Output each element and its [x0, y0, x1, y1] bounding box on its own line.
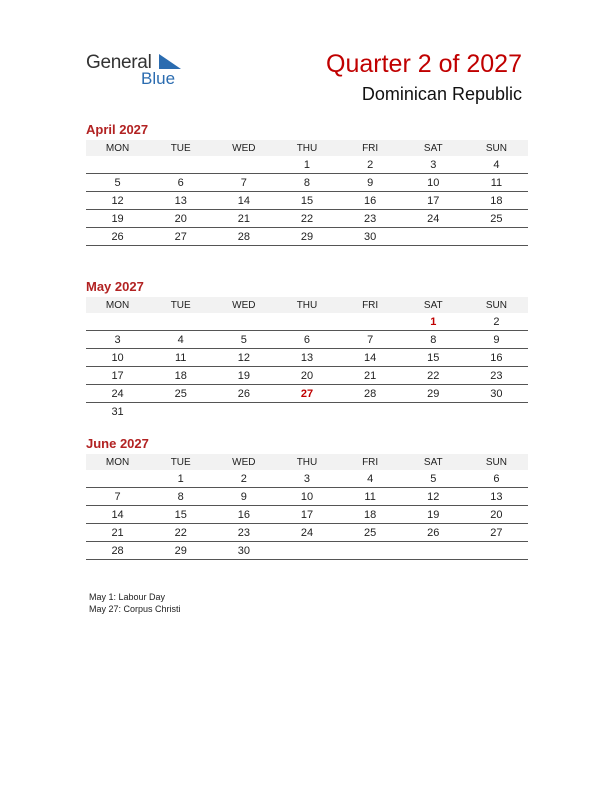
- day-cell: 27: [465, 524, 528, 542]
- day-cell: 6: [149, 174, 212, 192]
- day-cell: 18: [339, 506, 402, 524]
- month-title: June 2027: [86, 436, 149, 451]
- empty-day-cell: [149, 156, 212, 174]
- month-calendar: [86, 122, 528, 246]
- week-row: [86, 506, 528, 524]
- day-cell: 4: [339, 470, 402, 488]
- empty-day-cell: [465, 228, 528, 246]
- empty-day-cell: [402, 542, 465, 560]
- weekday-header: TUE: [149, 454, 212, 470]
- week-row: [86, 192, 528, 210]
- day-cell: 23: [339, 210, 402, 228]
- day-cell: 12: [86, 192, 149, 210]
- week-row: [86, 210, 528, 228]
- day-cell: 7: [339, 331, 402, 349]
- day-cell: 21: [86, 524, 149, 542]
- day-cell: 8: [275, 174, 338, 192]
- day-cell: 27: [275, 385, 338, 403]
- day-cell: 31: [111, 405, 124, 418]
- day-cell: 7: [212, 174, 275, 192]
- day-cell: 3: [402, 156, 465, 174]
- day-cell: 16: [212, 506, 275, 524]
- day-cell: 26: [86, 228, 149, 246]
- day-cell: 10: [86, 349, 149, 367]
- empty-day-cell: [339, 542, 402, 560]
- day-cell: 20: [149, 210, 212, 228]
- logo-text-general: General: [86, 52, 152, 73]
- day-cell: 24: [86, 385, 149, 403]
- week-row: [86, 524, 528, 542]
- day-cell: 12: [402, 488, 465, 506]
- empty-day-cell: [212, 156, 275, 174]
- day-cell: 4: [149, 331, 212, 349]
- day-cell: 30: [465, 385, 528, 403]
- day-cell: 19: [86, 210, 149, 228]
- weekday-header: TUE: [149, 140, 212, 156]
- day-cell: 5: [86, 174, 149, 192]
- day-cell: 10: [275, 488, 338, 506]
- day-cell: 11: [339, 488, 402, 506]
- calendar-table: [86, 454, 528, 560]
- day-cell: 17: [402, 192, 465, 210]
- empty-day-cell: [465, 403, 528, 421]
- day-cell: 8: [402, 331, 465, 349]
- day-cell: 13: [465, 488, 528, 506]
- day-cell: 5: [212, 331, 275, 349]
- weekday-header: SAT: [402, 297, 465, 313]
- day-cell: 15: [275, 192, 338, 210]
- day-cell: 21: [212, 210, 275, 228]
- weekday-header: WED: [212, 454, 275, 470]
- day-cell: 4: [465, 156, 528, 174]
- weekday-header: SAT: [402, 454, 465, 470]
- day-cell: 6: [465, 470, 528, 488]
- day-cell: 10: [402, 174, 465, 192]
- day-cell: 26: [402, 524, 465, 542]
- logo-text-blue: Blue: [141, 69, 176, 88]
- weekday-header: FRI: [339, 297, 402, 313]
- calendar-table: [86, 140, 528, 246]
- weekday-header: MON: [86, 140, 149, 156]
- day-cell: 18: [149, 367, 212, 385]
- month-calendar: [86, 436, 528, 560]
- week-row: [86, 331, 528, 349]
- week-row: [86, 542, 528, 560]
- weekday-header: SUN: [465, 140, 528, 156]
- day-cell: 28: [212, 228, 275, 246]
- day-cell: 16: [339, 192, 402, 210]
- day-cell: 28: [86, 542, 149, 560]
- day-cell: 15: [402, 349, 465, 367]
- day-cell: 22: [402, 367, 465, 385]
- logo-triangle-icon: [159, 54, 181, 69]
- weekday-header: WED: [212, 297, 275, 313]
- week-row: [86, 228, 528, 246]
- week-row: [86, 385, 528, 403]
- week-row: [86, 156, 528, 174]
- day-cell: 25: [465, 210, 528, 228]
- weekday-header: THU: [275, 454, 338, 470]
- day-cell: 14: [339, 349, 402, 367]
- week-row: [86, 403, 528, 421]
- weekday-header-row: [86, 140, 528, 156]
- weekday-header: THU: [275, 297, 338, 313]
- generalblue-logo: [86, 50, 196, 90]
- day-cell: 3: [275, 470, 338, 488]
- weekday-header: SAT: [402, 140, 465, 156]
- weekday-header: MON: [86, 454, 149, 470]
- day-cell: 1: [402, 313, 465, 331]
- weekday-header: TUE: [149, 297, 212, 313]
- month-calendar: [86, 279, 528, 420]
- page-title: Quarter 2 of 2027: [326, 50, 522, 78]
- empty-day-cell: [86, 156, 149, 174]
- weekday-header: FRI: [339, 140, 402, 156]
- empty-day-cell: [212, 313, 275, 331]
- day-cell: 9: [212, 488, 275, 506]
- day-cell: 11: [465, 174, 528, 192]
- day-cell: 29: [402, 385, 465, 403]
- day-cell: 26: [212, 385, 275, 403]
- day-cell: 9: [465, 331, 528, 349]
- day-cell: 2: [212, 470, 275, 488]
- day-cell: 15: [149, 506, 212, 524]
- day-cell: 28: [339, 385, 402, 403]
- day-cell: 21: [339, 367, 402, 385]
- day-cell: 7: [86, 488, 149, 506]
- day-cell: 13: [149, 192, 212, 210]
- day-cell: 17: [86, 367, 149, 385]
- day-cell: 24: [402, 210, 465, 228]
- empty-day-cell: [86, 313, 149, 331]
- holiday-note: May 1: Labour Day: [89, 592, 166, 602]
- country-name: Dominican Republic: [361, 84, 522, 104]
- day-cell: 17: [275, 506, 338, 524]
- empty-day-cell: [402, 228, 465, 246]
- empty-day-cell: [465, 542, 528, 560]
- empty-day-cell: [149, 403, 212, 421]
- empty-day-cell: [402, 403, 465, 421]
- weekday-header: THU: [275, 140, 338, 156]
- empty-day-cell: [275, 542, 338, 560]
- week-row: [86, 349, 528, 367]
- empty-day-cell: [212, 403, 275, 421]
- day-cell: 1: [275, 156, 338, 174]
- day-cell: 5: [402, 470, 465, 488]
- week-row: [86, 174, 528, 192]
- day-cell: 18: [465, 192, 528, 210]
- weekday-header-row: [86, 454, 528, 470]
- calendar-table: [86, 297, 528, 420]
- weekday-header: MON: [86, 297, 149, 313]
- day-cell: 25: [339, 524, 402, 542]
- day-cell: 22: [275, 210, 338, 228]
- empty-day-cell: [275, 403, 338, 421]
- holiday-notes: [89, 591, 181, 615]
- empty-day-cell: [339, 403, 402, 421]
- week-row: [86, 488, 528, 506]
- day-cell: 16: [465, 349, 528, 367]
- week-row: [86, 470, 528, 488]
- day-cell: 30: [339, 228, 402, 246]
- month-title: April 2027: [86, 122, 149, 137]
- day-cell: 9: [339, 174, 402, 192]
- day-cell: 11: [149, 349, 212, 367]
- day-cell: 6: [275, 331, 338, 349]
- day-cell: 30: [212, 542, 275, 560]
- day-cell: 20: [275, 367, 338, 385]
- weekday-header: SUN: [465, 454, 528, 470]
- empty-day-cell: [275, 313, 338, 331]
- week-row: [86, 367, 528, 385]
- weekday-header-row: [86, 297, 528, 313]
- week-row: [86, 313, 528, 331]
- day-cell: 19: [402, 506, 465, 524]
- weekday-header: FRI: [339, 454, 402, 470]
- day-cell: 14: [212, 192, 275, 210]
- month-title: May 2027: [86, 279, 144, 294]
- day-cell: 2: [339, 156, 402, 174]
- weekday-header: WED: [212, 140, 275, 156]
- empty-day-cell: [149, 313, 212, 331]
- day-cell: 23: [465, 367, 528, 385]
- empty-day-cell: [339, 313, 402, 331]
- day-cell: 29: [149, 542, 212, 560]
- day-cell: 23: [212, 524, 275, 542]
- day-cell: 19: [212, 367, 275, 385]
- day-cell: 20: [465, 506, 528, 524]
- holiday-note: May 27: Corpus Christi: [89, 604, 181, 614]
- empty-day-cell: [86, 470, 149, 488]
- day-cell: 14: [86, 506, 149, 524]
- day-cell: 24: [275, 524, 338, 542]
- day-cell: 1: [149, 470, 212, 488]
- day-cell: 29: [275, 228, 338, 246]
- day-cell: 25: [149, 385, 212, 403]
- day-cell: 8: [149, 488, 212, 506]
- day-cell: 3: [86, 331, 149, 349]
- day-cell: 13: [275, 349, 338, 367]
- day-cell: 27: [149, 228, 212, 246]
- day-cell: 2: [465, 313, 528, 331]
- weekday-header: SUN: [465, 297, 528, 313]
- day-cell: 12: [212, 349, 275, 367]
- day-cell: 22: [149, 524, 212, 542]
